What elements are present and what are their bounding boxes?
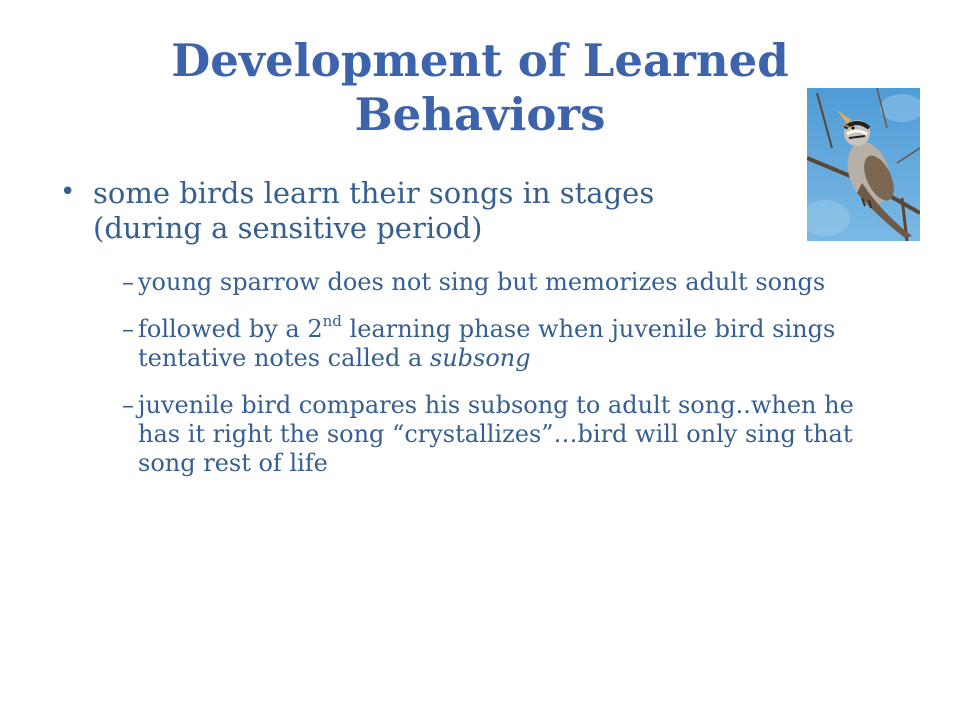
subsong-term: subsong xyxy=(429,344,531,372)
sub-bullet-memorize xyxy=(58,268,898,297)
sub-bullet-text: juvenile bird compares his subsong to adult song..when he has it right the song “crystallizes”…bird will only sing that song rest of life xyxy=(138,391,854,477)
sub-bullet-text-mid: learning phase when juvenile bird sings tentative notes called a xyxy=(138,315,836,372)
bullet-line-2: (during a sensitive period) xyxy=(93,211,483,245)
sub-bullet-text-pre: followed by a 2 xyxy=(138,315,323,343)
sub-bullet-crystallize xyxy=(58,391,898,478)
bullet-marker: • xyxy=(60,177,76,207)
slide-body xyxy=(58,176,898,496)
bullet-line-1: some birds learn their songs in stages xyxy=(93,176,655,210)
main-bullet xyxy=(58,176,898,246)
dash-marker: – xyxy=(122,315,134,343)
slide-title: Development of Learned Behaviors xyxy=(171,34,789,141)
sub-bullet-subsong xyxy=(58,312,898,373)
ordinal-superscript: nd xyxy=(322,312,342,330)
sub-bullet-text: young sparrow does not sing but memorizes adult songs xyxy=(138,268,826,296)
dash-marker: – xyxy=(122,391,134,419)
dash-marker: – xyxy=(122,268,134,296)
